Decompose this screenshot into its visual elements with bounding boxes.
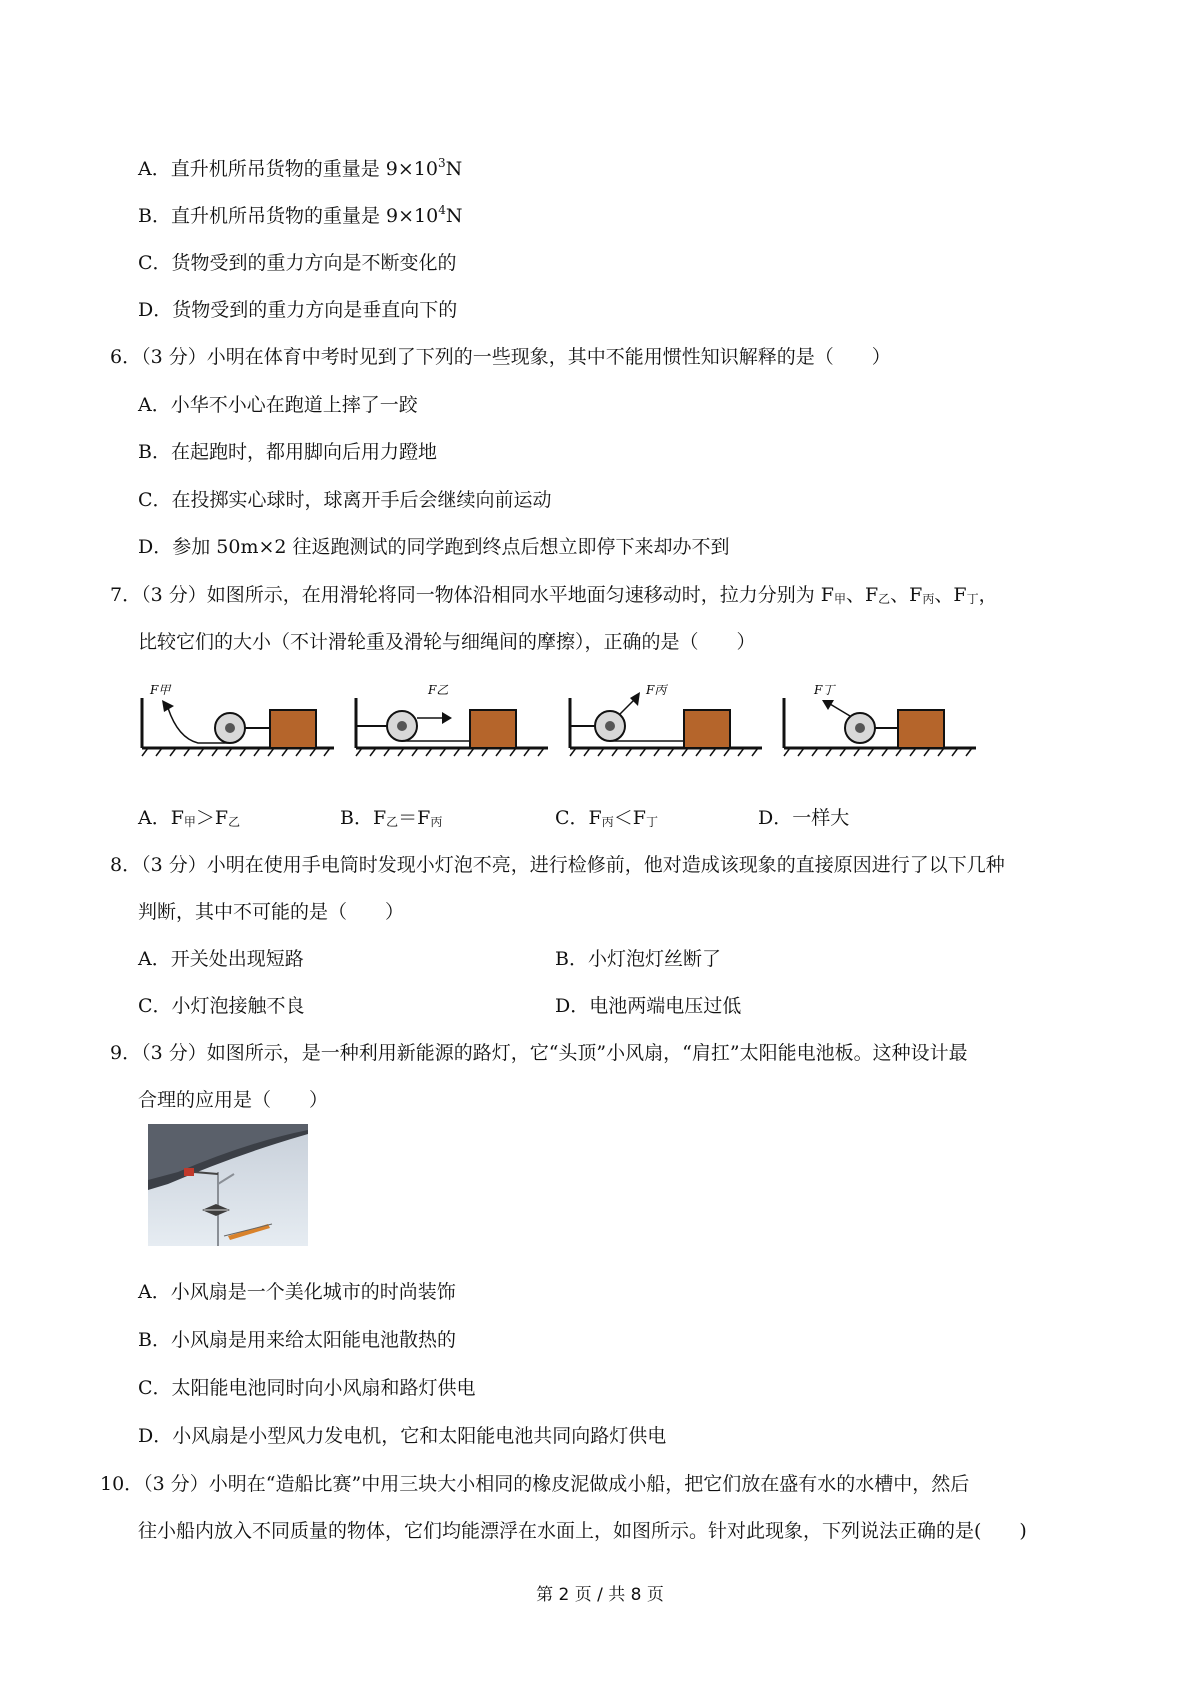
q6-stem: 6．（3 分）小明在体育中考时见到了下列的一些现象，其中不能用惯性知识解释的是（ ） xyxy=(110,346,891,368)
q7-stem-line2: 比较它们的大小（不计滑轮重及滑轮与细绳间的摩擦），正确的是（ ） xyxy=(138,631,756,653)
q5-option-a: A．直升机所吊货物的重量是 $9\times 10^3N$ xyxy=(138,156,463,180)
pulley-figure-bing xyxy=(566,678,766,770)
q7-option-a: A．F甲＞F乙 xyxy=(138,807,241,829)
q8-option-b: B．小灯泡灯丝断了 xyxy=(555,948,721,970)
street-lamp-photo xyxy=(148,1124,308,1246)
svg-text:F丙: F丙 xyxy=(646,683,667,697)
q6-option-c: C．在投掷实心球时，球离开手后会继续向前运动 xyxy=(138,489,552,511)
q5-option-d: D．货物受到的重力方向是垂直向下的 xyxy=(138,299,458,321)
q9-stem-line1: 9．（3 分）如图所示，是一种利用新能源的路灯，它“头顶”小风扇，“肩扛”太阳能电池板。这种设计最 xyxy=(110,1042,968,1064)
pulley-figure-yi xyxy=(352,678,552,770)
q9-stem-line2: 合理的应用是（ ） xyxy=(138,1089,329,1111)
q9-option-a: A．小风扇是一个美化城市的时尚装饰 xyxy=(138,1281,456,1303)
q6-option-b: B．在起跑时，都用脚向后用力蹬地 xyxy=(138,441,437,463)
q8-option-a: A．开关处出现短路 xyxy=(138,948,304,970)
q6-option-a: A．小华不小心在跑道上摔了一跤 xyxy=(138,394,418,416)
q7-option-d: D．一样大 xyxy=(758,807,850,829)
q7-option-c: C．F丙＜F丁 xyxy=(555,807,658,829)
pulley-figure-ding xyxy=(780,678,980,770)
q9-option-d: D．小风扇是小型风力发电机，它和太阳能电池共同向路灯供电 xyxy=(138,1425,667,1447)
q8-stem-line1: 8．（3 分）小明在使用手电筒时发现小灯泡不亮，进行检修前，他对造成该现象的直接原因进行了以下几种 xyxy=(110,854,1005,876)
q5-option-c: C．货物受到的重力方向是不断变化的 xyxy=(138,252,457,274)
q10-stem-line2: 往小船内放入不同质量的物体，它们均能漂浮在水面上，如图所示。针对此现象，下列说法正确的是( ) xyxy=(138,1520,1027,1542)
q8-option-c: C．小灯泡接触不良 xyxy=(138,995,305,1017)
q9-option-c: C．太阳能电池同时向小风扇和路灯供电 xyxy=(138,1377,476,1399)
pulley-figure-jia xyxy=(138,678,338,770)
svg-text:F丁: F丁 xyxy=(814,683,835,697)
q8-option-d: D．电池两端电压过低 xyxy=(555,995,742,1017)
q7-option-b: B．F乙＝F丙 xyxy=(340,807,443,829)
q10-stem-line1: 10．（3 分）小明在“造船比赛”中用三块大小相同的橡皮泥做成小船，把它们放在盛有水的水槽中，然后 xyxy=(100,1473,970,1495)
svg-text:F甲: F甲 xyxy=(150,683,171,697)
q9-option-b: B．小风扇是用来给太阳能电池散热的 xyxy=(138,1329,456,1351)
q6-option-d: D．参加 50m×2 往返跑测试的同学跑到终点后想立即停下来却办不到 xyxy=(138,536,730,558)
q5-option-b: B．直升机所吊货物的重量是 $9\times 10^4N$ xyxy=(138,203,463,227)
svg-text:F乙: F乙 xyxy=(428,683,449,697)
q7-stem-line1: 7．（3 分）如图所示，在用滑轮将同一物体沿相同水平地面匀速移动时，拉力分别为 F甲、F乙、F丙、F丁， xyxy=(110,584,998,606)
page-footer: 第 2 页 / 共 8 页 xyxy=(536,1585,664,1605)
q8-stem-line2: 判断，其中不可能的是（ ） xyxy=(138,901,405,923)
